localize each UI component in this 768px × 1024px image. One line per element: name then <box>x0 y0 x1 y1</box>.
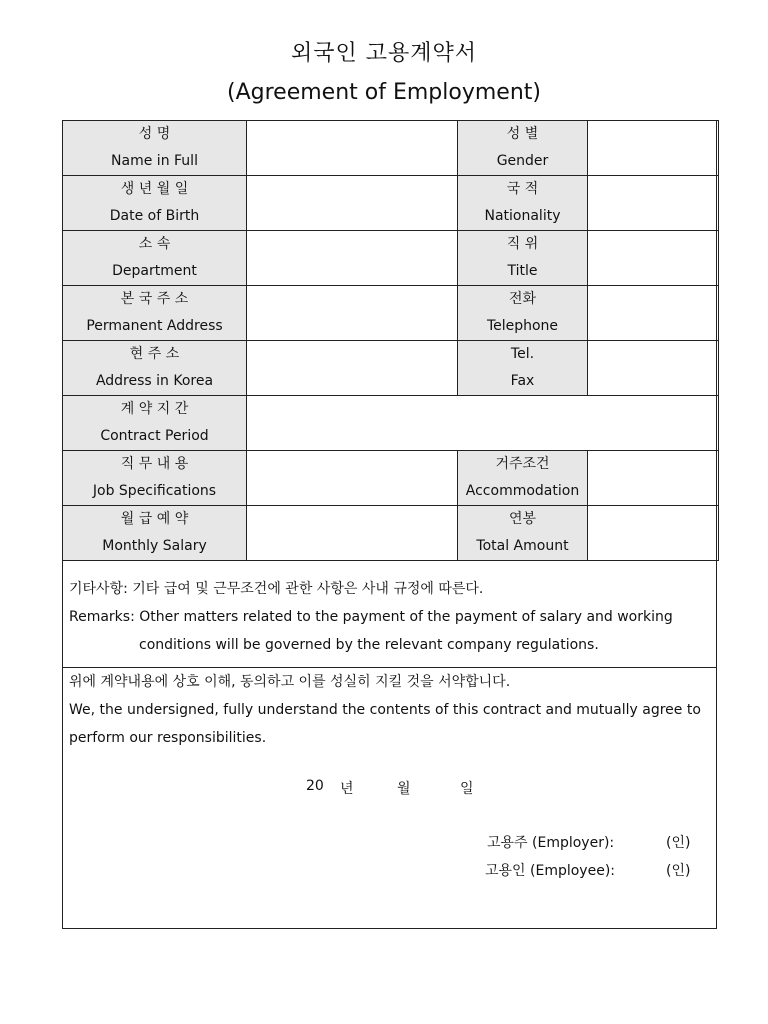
label-ko: 현 주 소 <box>129 346 180 362</box>
title-english: (Agreement of Employment) <box>227 80 541 105</box>
employer-seal[interactable]: (인) <box>666 835 691 851</box>
permanent-address-field[interactable] <box>247 286 458 341</box>
row-contract-period <box>63 396 719 451</box>
label-en: Permanent Address <box>86 318 223 334</box>
label-en: Title <box>507 263 538 279</box>
label-ko: 생 년 월 일 <box>120 181 189 197</box>
label-ko: 연봉 <box>508 511 537 527</box>
row-permanent-address <box>63 286 719 341</box>
remarks-english-line1: Remarks: Other matters related to the payment of the payment of salary and working <box>69 609 673 625</box>
label-ko: 본 국 주 소 <box>120 291 189 307</box>
agreement-english-line1: We, the undersigned, fully understand the contents of this contract and mutually agree to <box>69 702 701 718</box>
label-permanent-address <box>63 286 247 341</box>
label-en: Gender <box>496 153 549 169</box>
employee-label: 고용인 (Employee): <box>485 863 615 879</box>
label-en: Nationality <box>484 208 561 224</box>
remarks-korean: 기타사항: 기타 급여 및 근무조건에 관한 사항은 사내 규정에 따른다. <box>69 581 484 597</box>
label-job-specifications <box>63 451 247 506</box>
label-name <box>63 121 247 176</box>
label-en: Department <box>112 263 197 279</box>
nationality-field[interactable] <box>588 176 719 231</box>
label-date-of-birth <box>63 176 247 231</box>
row-department <box>63 231 719 286</box>
label-en: Total Amount <box>476 538 569 554</box>
address-in-korea-field[interactable] <box>247 341 458 396</box>
label-ko: 소 속 <box>138 236 171 252</box>
label-en: Accommodation <box>465 483 580 499</box>
label-ko: 성 별 <box>506 126 539 142</box>
monthly-salary-field[interactable] <box>247 506 458 561</box>
label-ko: 국 적 <box>506 181 539 197</box>
date-year-prefix: 20 <box>306 778 324 794</box>
label-en: Date of Birth <box>109 208 200 224</box>
contract-period-field[interactable] <box>247 396 719 451</box>
row-address-korea <box>63 341 719 396</box>
telephone-field[interactable] <box>588 286 719 341</box>
employee-seal[interactable]: (인) <box>666 863 691 879</box>
tel-fax-field[interactable] <box>588 341 719 396</box>
label-ko: 직 위 <box>506 236 539 252</box>
row-job <box>63 451 719 506</box>
employer-label: 고용주 (Employer): <box>487 835 615 851</box>
agreement-statement <box>69 668 709 752</box>
agreement-korean: 위에 계약내용에 상호 이해, 동의하고 이를 성실히 지킬 것을 서약합니다. <box>69 674 511 690</box>
label-ko: 월 급 예 약 <box>120 511 189 527</box>
label-monthly-salary <box>63 506 247 561</box>
label-en: Fax <box>510 373 535 389</box>
accommodation-field[interactable] <box>588 451 719 506</box>
label-gender <box>458 121 588 176</box>
label-ko: 성 명 <box>138 126 171 142</box>
label-total-amount <box>458 506 588 561</box>
label-en: Name in Full <box>111 153 198 169</box>
total-amount-field[interactable] <box>588 506 719 561</box>
title-field[interactable] <box>588 231 719 286</box>
job-specifications-field[interactable] <box>247 451 458 506</box>
agreement-english-line2: perform our responsibilities. <box>69 730 267 746</box>
label-ko: 직 무 내 용 <box>120 456 189 472</box>
label-ko: 거주조건 <box>495 456 550 472</box>
label-nationality <box>458 176 588 231</box>
label-telephone <box>458 286 588 341</box>
department-field[interactable] <box>247 231 458 286</box>
label-ko: 계 약 지 간 <box>120 401 189 417</box>
date-year-label: 년 <box>340 781 354 797</box>
label-contract-period <box>63 396 247 451</box>
gender-field[interactable] <box>588 121 719 176</box>
label-tel-fax <box>458 341 588 396</box>
label-title <box>458 231 588 286</box>
date-of-birth-field[interactable] <box>247 176 458 231</box>
name-field[interactable] <box>247 121 458 176</box>
label-en: Job Specifications <box>92 483 217 499</box>
date-day-label: 일 <box>460 781 474 797</box>
row-name <box>63 121 719 176</box>
row-birth <box>63 176 719 231</box>
label-en: Telephone <box>486 318 559 334</box>
label-en: Monthly Salary <box>102 538 207 554</box>
label-en: Contract Period <box>100 428 209 444</box>
date-month-label: 월 <box>397 781 411 797</box>
label-ko: 전화 <box>508 291 537 307</box>
row-salary <box>63 506 719 561</box>
remarks-english-line2: conditions will be governed by the relevant company regulations. <box>139 637 599 653</box>
label-en: Address in Korea <box>95 373 214 389</box>
label-address-in-korea <box>63 341 247 396</box>
label-accommodation <box>458 451 588 506</box>
label-department <box>63 231 247 286</box>
remarks-section <box>62 555 717 668</box>
employee-info-table <box>62 120 719 561</box>
title-korean: 외국인 고용계약서 <box>290 41 477 66</box>
label-ko: Tel. <box>510 346 535 362</box>
